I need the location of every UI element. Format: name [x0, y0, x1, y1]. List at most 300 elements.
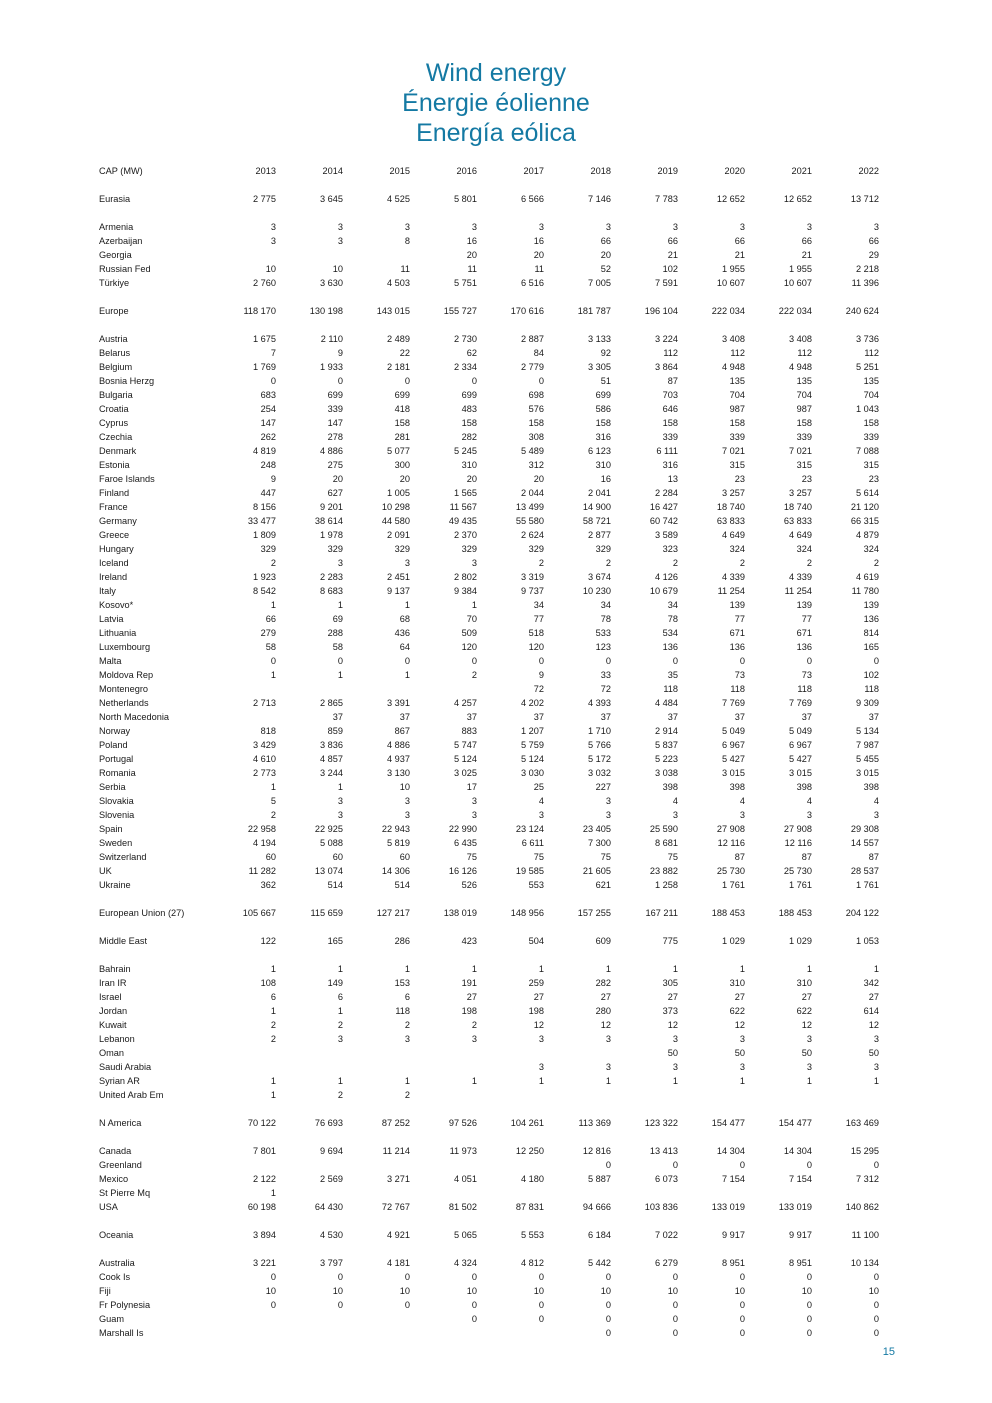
value-cell: 0: [806, 656, 812, 666]
value-cell: 315: [863, 460, 879, 470]
value-cell: 2: [337, 1090, 343, 1100]
row-label: Australia: [99, 1258, 135, 1268]
value-cell: [209, 1326, 276, 1340]
value-cell: 281: [394, 432, 410, 442]
value-cell: 0: [739, 1272, 745, 1282]
value-cell: 158: [729, 418, 745, 428]
value-cell: 329: [461, 544, 477, 554]
value-cell: 10 679: [649, 586, 678, 596]
value-cell: 77: [801, 614, 812, 624]
value-cell: 17: [466, 782, 477, 792]
table-row: [99, 1284, 879, 1298]
value-cell: 198: [461, 1006, 477, 1016]
value-cell: [678, 1186, 745, 1200]
table-row: [99, 696, 879, 710]
value-cell: 398: [662, 782, 678, 792]
value-cell: 1: [270, 1076, 276, 1086]
value-cell: 63 833: [716, 516, 745, 526]
table-row: [99, 738, 879, 752]
table-row: [99, 1326, 879, 1340]
value-cell: 27 908: [783, 824, 812, 834]
value-cell: 60 742: [649, 516, 678, 526]
value-cell: 703: [662, 390, 678, 400]
value-cell: 4 484: [655, 698, 678, 708]
value-cell: 1 761: [856, 880, 879, 890]
value-cell: 5 172: [588, 754, 611, 764]
value-cell: 3: [873, 1062, 879, 1072]
value-cell: 329: [528, 544, 544, 554]
value-cell: 10: [600, 1286, 611, 1296]
table-row: [99, 262, 879, 276]
table-row: [99, 472, 879, 486]
value-cell: 127 217: [376, 908, 410, 918]
row-label: Saudi Arabia: [99, 1062, 152, 1072]
value-cell: 1: [672, 964, 678, 974]
value-cell: [343, 1312, 410, 1326]
value-cell: 14 557: [850, 838, 879, 848]
table-row: [99, 1060, 879, 1074]
value-cell: 5 837: [655, 740, 678, 750]
value-cell: 10: [801, 1286, 812, 1296]
year-header: 2019: [657, 166, 678, 176]
value-cell: 34: [667, 600, 678, 610]
value-cell: 2 091: [387, 530, 410, 540]
row-label: Malta: [99, 656, 122, 666]
row-label: Spain: [99, 824, 123, 834]
value-cell: 7 783: [655, 194, 678, 204]
value-cell: 310: [461, 460, 477, 470]
value-cell: 158: [528, 418, 544, 428]
value-cell: 5 427: [722, 754, 745, 764]
value-cell: 72: [600, 684, 611, 694]
value-cell: 10: [332, 1286, 343, 1296]
value-cell: [410, 1060, 477, 1074]
value-cell: 1: [806, 964, 812, 974]
spacer-row: [99, 1130, 879, 1144]
value-cell: 130 198: [309, 306, 343, 316]
value-cell: 66: [801, 236, 812, 246]
value-cell: 191: [461, 978, 477, 988]
value-cell: 33 477: [247, 516, 276, 526]
value-cell: 155 727: [443, 306, 477, 316]
value-cell: 6: [404, 992, 410, 1002]
value-cell: 37: [801, 712, 812, 722]
value-cell: 112: [864, 348, 879, 358]
table-row: [99, 1046, 879, 1060]
value-cell: 4 503: [387, 278, 410, 288]
value-cell: 204 122: [845, 908, 879, 918]
value-cell: 2 713: [253, 698, 276, 708]
spacer-row: [99, 920, 879, 934]
row-label: Canada: [99, 1146, 132, 1156]
table-row: [99, 962, 879, 976]
value-cell: 0: [471, 1272, 477, 1282]
row-label: Georgia: [99, 250, 132, 260]
value-cell: 310: [595, 460, 611, 470]
value-cell: 13: [667, 474, 678, 484]
row-label: Hungary: [99, 544, 134, 554]
table-row: [99, 668, 879, 682]
value-cell: 300: [394, 460, 410, 470]
value-cell: 987: [796, 404, 812, 414]
spacer-cell: [99, 178, 879, 192]
value-cell: 3: [471, 222, 477, 232]
value-cell: 1: [538, 1076, 544, 1086]
table-row: [99, 542, 879, 556]
value-cell: 97 526: [448, 1118, 477, 1128]
value-cell: 8 156: [253, 502, 276, 512]
row-label: Fiji: [99, 1286, 111, 1296]
value-cell: 165: [327, 936, 343, 946]
value-cell: 63 833: [783, 516, 812, 526]
row-label: Kosovo*: [99, 600, 134, 610]
value-cell: 4 610: [253, 754, 276, 764]
value-cell: 288: [327, 628, 343, 638]
value-cell: 0: [672, 1300, 678, 1310]
year-header: 2021: [791, 166, 812, 176]
value-cell: 0: [873, 1300, 879, 1310]
value-cell: 6 566: [521, 194, 544, 204]
value-cell: 3 030: [521, 768, 544, 778]
value-cell: 135: [729, 376, 745, 386]
value-cell: 21: [734, 250, 745, 260]
row-label: Armenia: [99, 222, 134, 232]
table-row: [99, 1186, 879, 1200]
table-row: [99, 486, 879, 500]
row-label: Netherlands: [99, 698, 149, 708]
value-cell: 533: [595, 628, 611, 638]
row-label: Oman: [99, 1048, 125, 1058]
row-label: Luxembourg: [99, 642, 151, 652]
row-label: Belgium: [99, 362, 133, 372]
value-cell: [276, 1312, 343, 1326]
table-row: [99, 1004, 879, 1018]
year-header: 2016: [456, 166, 477, 176]
value-cell: [745, 1186, 812, 1200]
row-label: Finland: [99, 488, 130, 498]
value-cell: [410, 1326, 477, 1340]
value-cell: [209, 1046, 276, 1060]
value-cell: 0: [739, 1328, 745, 1338]
value-cell: 398: [729, 782, 745, 792]
value-cell: 37: [399, 712, 410, 722]
value-cell: 0: [739, 1160, 745, 1170]
value-cell: 683: [260, 390, 276, 400]
value-cell: 3 305: [588, 362, 611, 372]
value-cell: 5 759: [521, 740, 544, 750]
value-cell: 483: [461, 404, 477, 414]
value-cell: 3: [806, 810, 812, 820]
value-cell: 6 111: [656, 446, 678, 456]
value-cell: 0: [739, 1300, 745, 1310]
value-cell: 1: [337, 600, 343, 610]
value-cell: 66: [734, 236, 745, 246]
value-cell: 104 261: [510, 1118, 544, 1128]
table-row: [99, 906, 879, 920]
value-cell: 3: [337, 810, 343, 820]
value-cell: 1: [739, 1076, 745, 1086]
value-cell: 12 250: [515, 1146, 544, 1156]
value-cell: 60: [332, 852, 343, 862]
value-cell: 3 797: [320, 1258, 343, 1268]
table-row: [99, 402, 879, 416]
value-cell: 987: [729, 404, 745, 414]
row-label: Azerbaijan: [99, 236, 143, 246]
value-cell: 3 391: [387, 698, 410, 708]
spacer-row: [99, 206, 879, 220]
spacer-row: [99, 1214, 879, 1228]
value-cell: 12: [533, 1020, 544, 1030]
value-cell: 188 453: [711, 908, 745, 918]
value-cell: 139: [729, 600, 745, 610]
value-cell: 282: [461, 432, 477, 442]
value-cell: 147: [327, 418, 343, 428]
title-spanish: Energía eólica: [416, 119, 576, 147]
value-cell: 133 019: [711, 1202, 745, 1212]
value-cell: 0: [538, 1314, 544, 1324]
value-cell: 2: [270, 1034, 276, 1044]
value-cell: 11: [467, 264, 477, 274]
value-cell: 73: [801, 670, 812, 680]
value-cell: 148 956: [510, 908, 544, 918]
value-cell: 1 933: [320, 362, 343, 372]
value-cell: 1: [404, 964, 410, 974]
value-cell: 10: [734, 1286, 745, 1296]
value-cell: 5 245: [454, 446, 477, 456]
row-label: Norway: [99, 726, 131, 736]
table-row: [99, 752, 879, 766]
value-cell: 11 282: [248, 866, 276, 876]
value-cell: 12: [868, 1020, 879, 1030]
row-label: Switzerland: [99, 852, 147, 862]
value-cell: 37: [332, 712, 343, 722]
value-cell: 254: [260, 404, 276, 414]
value-cell: 3: [538, 810, 544, 820]
value-cell: 3: [471, 558, 477, 568]
value-cell: 135: [863, 376, 879, 386]
value-cell: [276, 682, 343, 696]
value-cell: 883: [461, 726, 477, 736]
row-label: Iceland: [99, 558, 129, 568]
value-cell: 3: [873, 1034, 879, 1044]
value-cell: 84: [533, 348, 544, 358]
row-label: Serbia: [99, 782, 126, 792]
value-cell: 4 948: [722, 362, 745, 372]
value-cell: 60: [399, 852, 410, 862]
value-cell: 19 585: [515, 866, 544, 876]
value-cell: 3 674: [588, 572, 611, 582]
table-row: [99, 416, 879, 430]
value-cell: 278: [327, 432, 343, 442]
value-cell: 553: [528, 880, 544, 890]
row-label: Austria: [99, 334, 128, 344]
value-cell: 14 304: [716, 1146, 745, 1156]
value-cell: 436: [394, 628, 410, 638]
value-cell: 21: [667, 250, 678, 260]
value-cell: 6 967: [722, 740, 745, 750]
value-cell: 2 569: [320, 1174, 343, 1184]
value-cell: 1: [873, 1076, 879, 1086]
value-cell: 1: [672, 1076, 678, 1086]
value-cell: [343, 1046, 410, 1060]
value-cell: 3: [538, 1034, 544, 1044]
value-cell: 3 032: [588, 768, 611, 778]
value-cell: 66: [265, 614, 276, 624]
value-cell: 3: [806, 1062, 812, 1072]
value-cell: 37: [466, 712, 477, 722]
value-cell: 118: [864, 684, 879, 694]
value-cell: 3: [404, 558, 410, 568]
row-label: Romania: [99, 768, 136, 778]
spacer-cell: [99, 290, 879, 304]
value-cell: 1: [270, 1090, 276, 1100]
value-cell: 1 565: [454, 488, 477, 498]
value-cell: 7 801: [253, 1146, 276, 1156]
value-cell: 1: [337, 964, 343, 974]
value-cell: 818: [260, 726, 276, 736]
table-row: [99, 500, 879, 514]
table-row: [99, 836, 879, 850]
title-french: Énergie éolienne: [402, 89, 590, 117]
value-cell: 58: [332, 642, 343, 652]
table-row: [99, 780, 879, 794]
value-cell: 2 865: [320, 698, 343, 708]
value-cell: 1: [270, 1006, 276, 1016]
value-cell: 3: [270, 236, 276, 246]
value-cell: 3 015: [789, 768, 812, 778]
value-cell: 2 283: [320, 572, 343, 582]
value-cell: [410, 1158, 477, 1172]
value-cell: 2 877: [588, 530, 611, 540]
value-cell: 135: [796, 376, 812, 386]
value-cell: 2: [471, 670, 477, 680]
value-cell: 23: [868, 474, 879, 484]
spacer-cell: [99, 1130, 879, 1144]
value-cell: 3: [806, 1034, 812, 1044]
value-cell: 646: [662, 404, 678, 414]
value-cell: 1 029: [789, 936, 812, 946]
value-cell: 2 779: [521, 362, 544, 372]
value-cell: 0: [471, 1314, 477, 1324]
value-cell: 4 921: [387, 1230, 410, 1240]
value-cell: 8 542: [253, 586, 276, 596]
value-cell: 259: [528, 978, 544, 988]
value-cell: 4: [806, 796, 812, 806]
unit-header: CAP (MW): [99, 166, 143, 176]
value-cell: [276, 248, 343, 262]
row-label: Latvia: [99, 614, 124, 624]
row-label: Lithuania: [99, 628, 137, 638]
value-cell: 50: [734, 1048, 745, 1058]
value-cell: 1: [873, 964, 879, 974]
value-cell: 280: [595, 1006, 611, 1016]
value-cell: 2 730: [454, 334, 477, 344]
value-cell: [678, 1088, 745, 1102]
value-cell: 373: [662, 1006, 678, 1016]
value-cell: 0: [605, 656, 611, 666]
table-row: [99, 1032, 879, 1046]
value-cell: [209, 682, 276, 696]
row-label: Jordan: [99, 1006, 128, 1016]
value-cell: 11 254: [717, 586, 745, 596]
value-cell: 3: [739, 222, 745, 232]
table-row: [99, 640, 879, 654]
value-cell: 18 740: [783, 502, 812, 512]
value-cell: 11 973: [449, 1146, 477, 1156]
value-cell: 0: [873, 656, 879, 666]
value-cell: 33: [600, 670, 611, 680]
value-cell: 140 862: [845, 1202, 879, 1212]
value-cell: 118: [730, 684, 745, 694]
value-cell: 112: [663, 348, 678, 358]
value-cell: 15 295: [850, 1146, 879, 1156]
value-cell: 3: [672, 1062, 678, 1072]
value-cell: 6 435: [454, 838, 477, 848]
value-cell: 11 396: [851, 278, 879, 288]
value-cell: 5 077: [387, 446, 410, 456]
value-cell: 3 038: [655, 768, 678, 778]
value-cell: 0: [404, 1300, 410, 1310]
value-cell: 5 124: [454, 754, 477, 764]
value-cell: 0: [806, 1328, 812, 1338]
value-cell: 282: [595, 978, 611, 988]
value-cell: 2 044: [521, 488, 544, 498]
value-cell: [544, 1046, 611, 1060]
value-cell: 136: [863, 614, 879, 624]
value-cell: 60: [265, 852, 276, 862]
value-cell: 8 683: [320, 586, 343, 596]
value-cell: 7 769: [722, 698, 745, 708]
value-cell: 68: [399, 614, 410, 624]
value-cell: 13 413: [649, 1146, 678, 1156]
value-cell: [343, 682, 410, 696]
value-cell: 20: [399, 474, 410, 484]
value-cell: 3 257: [722, 488, 745, 498]
value-cell: 75: [600, 852, 611, 862]
value-cell: 0: [672, 1328, 678, 1338]
value-cell: 7 312: [856, 1174, 879, 1184]
value-cell: 10: [399, 782, 410, 792]
value-cell: 2 451: [387, 572, 410, 582]
value-cell: 136: [662, 642, 678, 652]
value-cell: 0: [605, 1160, 611, 1170]
value-cell: 66: [600, 236, 611, 246]
value-cell: 50: [868, 1048, 879, 1058]
value-cell: 504: [528, 936, 544, 946]
row-label: Iran IR: [99, 978, 127, 988]
row-label: Syrian AR: [99, 1076, 140, 1086]
value-cell: 6 279: [655, 1258, 678, 1268]
value-cell: 4 886: [387, 740, 410, 750]
value-cell: 158: [796, 418, 812, 428]
value-cell: 323: [662, 544, 678, 554]
value-cell: 2: [806, 558, 812, 568]
value-cell: 108: [260, 978, 276, 988]
value-cell: 16 427: [649, 502, 678, 512]
value-cell: 699: [461, 390, 477, 400]
value-cell: 2: [605, 558, 611, 568]
value-cell: 2 370: [454, 530, 477, 540]
value-cell: 6: [270, 992, 276, 1002]
value-cell: 11: [400, 264, 410, 274]
value-cell: 621: [595, 880, 611, 890]
value-cell: 775: [662, 936, 678, 946]
value-cell: 14 900: [582, 502, 611, 512]
value-cell: 10: [533, 1286, 544, 1296]
value-cell: 23: [734, 474, 745, 484]
value-cell: 122: [260, 936, 276, 946]
value-cell: 5 049: [789, 726, 812, 736]
